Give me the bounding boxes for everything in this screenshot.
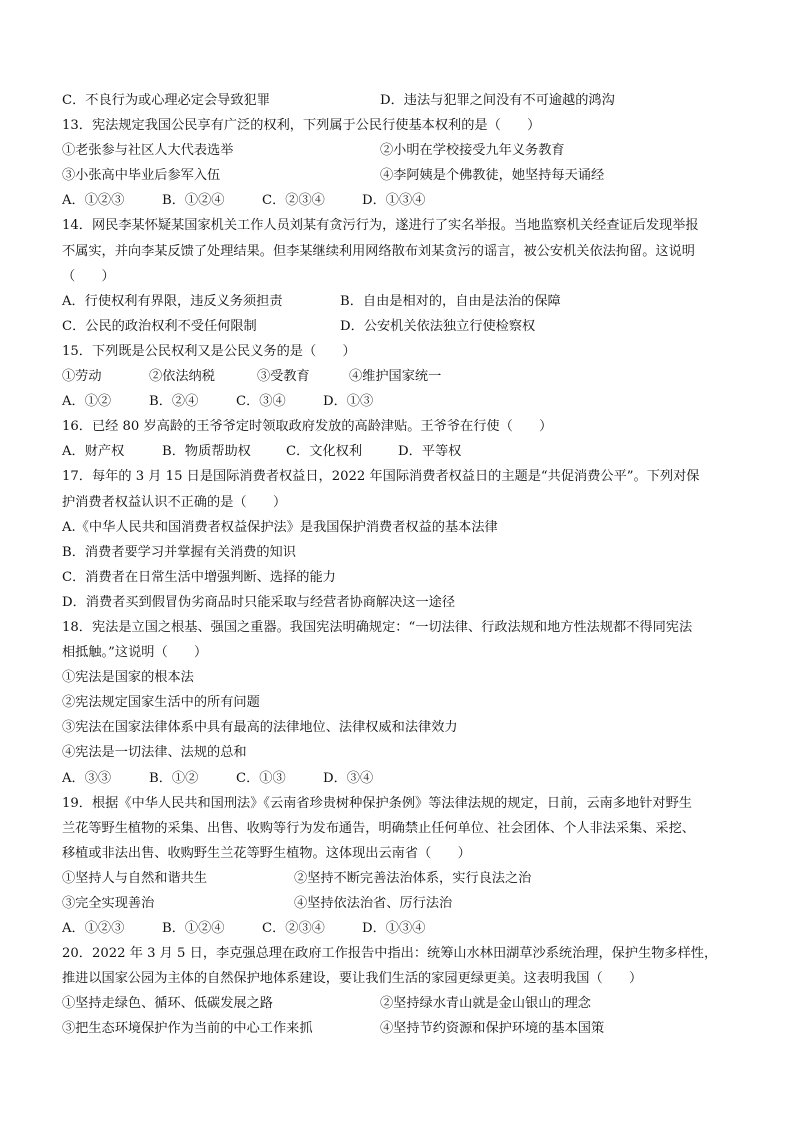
option-d: D．①③ <box>323 394 374 410</box>
item-2: ②坚持不断完善法治体系，实行良法之治 <box>294 870 532 886</box>
option-d: D．①③④ <box>362 193 426 209</box>
option-b: B．自由是相对的，自由是法治的保障 <box>340 293 561 309</box>
option-b: B．①② <box>149 770 199 786</box>
option-c: C．①③ <box>236 770 286 786</box>
question-16: 16．已经 80 岁高龄的王爷爷定时领取政府发放的高龄津贴。王爷爷在行使（ ） <box>62 419 553 435</box>
option-c: C．不良行为或心理必定会导致犯罪 <box>62 93 270 108</box>
option-a: A．行使权利有界限，违反义务须担责 <box>62 293 283 309</box>
option-c: C．③④ <box>236 394 286 410</box>
item-4: ④维护国家统一 <box>349 369 442 385</box>
q18-answers <box>62 766 742 791</box>
question-17-line2: 护消费者权益认识不正确的是（ ） <box>62 494 287 510</box>
option-a: A．③③ <box>62 770 112 786</box>
option-d: D．①③④ <box>362 921 426 937</box>
question-18-line2: 相抵触。”这说明（ ） <box>62 645 208 661</box>
item-3: ③把生态环境保护作为当前的中心工作来抓 <box>62 1021 313 1037</box>
item-2: ②依法纳税 <box>149 369 215 385</box>
question-19-line2: 兰花等野生植物的采集、出售、收购等行为发布通告，明确禁止任何单位、社会团体、个人非法采集、采挖、 <box>62 820 695 836</box>
item-2: ②小明在学校接受九年义务教育 <box>380 143 565 159</box>
item-4: ④李阿姨是个佛教徒，她坚持每天诵经 <box>380 168 605 184</box>
q16-answers <box>62 439 742 464</box>
question-19-line3: 移植或非法出售、收购野生兰花等野生植物。这体现出云南省（ ） <box>62 845 471 861</box>
item-3: ③完全实现善治 <box>62 896 155 911</box>
q12-options-cd <box>62 88 742 113</box>
q18-item-1: ①宪法是国家的根本法 <box>62 670 194 686</box>
option-c: C．②③④ <box>262 921 325 937</box>
question-18-line1: 18．宪法是立国之根基、强国之重器。我国宪法明确规定：“一切法律、行政法规和地方性法规都不得同宪法 <box>62 619 693 635</box>
q20-items-34 <box>62 1016 742 1041</box>
q14-answers-ab <box>62 289 742 314</box>
q17-option-a: A.《中华人民共和国消费者权益保护法》是我国保护消费者权益的基本法律 <box>62 519 498 535</box>
question-13: 13．宪法规定我国公民享有广泛的权利，下列属于公民行使基本权利的是（ ） <box>62 118 541 134</box>
item-1: ①劳动 <box>62 369 102 385</box>
q13-items-34 <box>62 163 742 188</box>
option-a: A．①② <box>62 394 112 410</box>
item-1: ①老张参与社区人大代表选举 <box>62 143 234 159</box>
q13-answers <box>62 188 742 213</box>
question-17-line1: 17．每年的 3 月 15 日是国际消费者权益日，2022 年国际消费者权益日的主题是“共促消费公平”。下列对保 <box>62 469 700 485</box>
option-b: B．①②④ <box>162 193 225 209</box>
option-a: A．①②③ <box>62 921 125 937</box>
q14-answers-cd <box>62 314 742 339</box>
item-4: ④坚持依法治省、厉行法治 <box>294 896 453 911</box>
q13-items-12 <box>62 138 742 163</box>
q19-items-12 <box>62 866 742 891</box>
question-19-line1: 19．根据《中华人民共和国刑法》《云南省珍贵树种保护条例》等法律法规的规定，日前，云南多地针对野生 <box>62 795 692 811</box>
q17-option-b: B．消费者要学习并掌握有关消费的知识 <box>62 544 296 560</box>
option-c: C．公民的政治权利不受任何限制 <box>62 318 257 334</box>
option-d: D．公安机关依法独立行使检察权 <box>340 318 536 334</box>
question-14-line2: 不属实，并向李某反馈了处理结果。但李某继续利用网络散布刘某贪污的谣言，被公安机关依法拘留。这说明 <box>62 243 695 259</box>
option-a: A．财产权 <box>62 444 125 460</box>
question-14-line1: 14．网民李某怀疑某国家机关工作人员刘某有贪污行为，遂进行了实名举报。当地监察机关经查证后发现举报 <box>62 218 699 234</box>
question-15: 15．下列既是公民权利又是公民义务的是（ ） <box>62 343 356 359</box>
q19-items-34 <box>62 891 742 916</box>
item-1: ①坚持走绿色、循环、低碳发展之路 <box>62 996 273 1012</box>
option-d: D．违法与犯罪之间没有不可逾越的鸿沟 <box>380 93 615 108</box>
q17-option-c: C．消费者在日常生活中增强判断、选择的能力 <box>62 569 336 585</box>
q18-item-4: ④宪法是一切法律、法规的总和 <box>62 745 247 761</box>
option-b: B．物质帮助权 <box>162 444 251 460</box>
option-b: B．②④ <box>149 394 199 410</box>
question-20-line2: 推进以国家公园为主体的自然保护地体系建设，要让我们生活的家园更绿更美。这表明我国（ ） <box>62 971 643 987</box>
item-4: ④坚持节约资源和保护环境的基本国策 <box>380 1021 605 1037</box>
item-3: ③小张高中毕业后参军入伍 <box>62 168 221 184</box>
option-d: D．平等权 <box>398 444 462 460</box>
option-b: B．①②④ <box>162 921 225 937</box>
q18-item-2: ②宪法规定国家生活中的所有问题 <box>62 695 260 711</box>
question-14-line3: （ ） <box>62 268 115 284</box>
q15-answers <box>62 389 742 414</box>
option-a: A．①②③ <box>62 193 125 209</box>
q19-answers <box>62 916 742 941</box>
q20-items-12 <box>62 991 742 1016</box>
option-c: C．②③④ <box>262 193 325 209</box>
item-3: ③受教育 <box>257 369 310 385</box>
option-d: D．③④ <box>323 770 374 786</box>
item-1: ①坚持人与自然和谐共生 <box>62 870 208 886</box>
item-2: ②坚持绿水青山就是金山银山的理念 <box>380 996 591 1012</box>
q17-option-d: D．消费者买到假冒伪劣商品时只能采取与经营者协商解决这一途径 <box>62 594 456 610</box>
q15-items <box>62 364 742 389</box>
exam-page <box>62 88 742 1042</box>
question-20-line1: 20．2022 年 3 月 5 日，李克强总理在政府工作报告中指出：统筹山水林田湖草沙系统治理，保护生物多样性， <box>62 946 718 962</box>
option-c: C．文化权利 <box>286 444 363 460</box>
q18-item-3: ③宪法在国家法律体系中具有最高的法律地位、法律权威和法律效力 <box>62 720 458 736</box>
